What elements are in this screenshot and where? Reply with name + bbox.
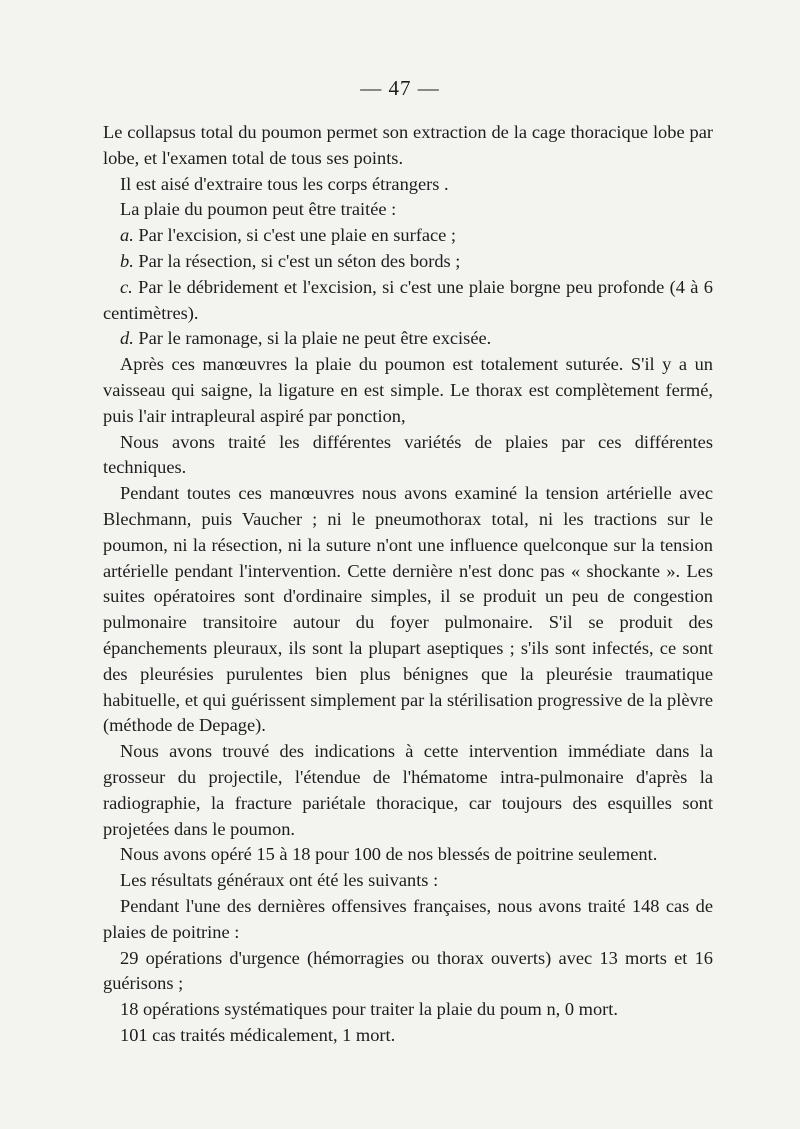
list-item-c — [103, 275, 713, 327]
paragraph-proportion-operes: Nous avons opéré 15 à 18 pour 100 de nos blessés de poitrine seulement. — [120, 844, 658, 865]
list-item-d — [103, 326, 713, 352]
list-text-b: Par la résection, si c'est un séton des bords ; — [138, 250, 461, 271]
list-label-c: c. — [120, 276, 133, 297]
list-label-b: b. — [120, 250, 134, 271]
paragraph-traites-medicalement: 101 cas traités médicalement, 1 mort. — [120, 1024, 396, 1045]
paragraph-techniques: Nous avons traité les différentes variétés de plaies par ces différentes techniques. — [103, 431, 713, 478]
list-text-d: Par le ramonage, si la plaie ne peut être excisée. — [138, 328, 492, 349]
body-text — [103, 120, 713, 1049]
list-text-c: Par le débridement et l'excision, si c'est une plaie borgne peu profonde (4 à 6 centimètres). — [103, 276, 713, 323]
paragraph-resultats-intro: Les résultats généraux ont été les suivants : — [120, 870, 439, 891]
paragraph-tension-arterielle: Pendant toutes ces manœuvres nous avons examiné la tension artérielle avec Blechmann, puis Vaucher ; ni le pneumothorax total, ni les tractions sur le poumon, ni la résection, ni la suture n'ont une influence quelconque sur la tension artérielle pendant l'intervention. Cette dernière n'est donc pas « shockante ». Les suites opératoires sont d'ordinaire simples, il se produit un peu de congestion pulmonaire transitoire autour du foyer pulmonaire. S'il se produit des épanchements pleuraux, ils sont la plupart aseptiques ; s'ils sont infectés, ce sont des pleurésies purulentes bien plus bénignes que la pleurésie traumatique habituelle, et qui guérissent simplement par la stérilisation progressive de la plèvre (méthode de Depage). — [103, 483, 713, 736]
paragraph-corps-etrangers: Il est aisé d'extraire tous les corps étrangers . — [120, 173, 449, 194]
list-text-a: Par l'excision, si c'est une plaie en surface ; — [138, 225, 457, 246]
list-label-a: a. — [120, 225, 134, 246]
paragraph-offensive: Pendant l'une des dernières offensives françaises, nous avons traité 148 cas de plaies de poitrine : — [103, 895, 713, 942]
paragraph-traitement-intro: La plaie du poumon peut être traitée : — [120, 199, 397, 220]
paragraph-suture: Après ces manœuvres la plaie du poumon est totalement suturée. S'il y a un vaisseau qui saigne, la ligature en est simple. Le thorax est complètement fermé, puis l'air intrapleural aspiré par ponction, — [103, 354, 713, 426]
page-number: — 47 — — [360, 76, 440, 100]
list-item-b — [103, 249, 713, 275]
paragraph-collapsus: Le collapsus total du poumon permet son extraction de la cage thoracique lobe par lobe, et l'examen total de tous ses points. — [103, 122, 713, 168]
paragraph-operations-systematiques: 18 opérations systématiques pour traiter la plaie du poum n, 0 mort. — [120, 999, 618, 1020]
paragraph-indications: Nous avons trouvé des indications à cette intervention immédiate dans la grosseur du projectile, l'étendue de l'hématome intra-pulmonaire d'après la radiographie, la fracture pariétale thoracique, car toujours des esquilles sont projetées dans le poumon. — [103, 741, 713, 839]
list-label-d: d. — [120, 328, 134, 349]
list-item-a — [103, 223, 713, 249]
paragraph-operations-urgence: 29 opérations d'urgence (hémorragies ou thorax ouverts) avec 13 morts et 16 guérisons ; — [103, 947, 713, 994]
